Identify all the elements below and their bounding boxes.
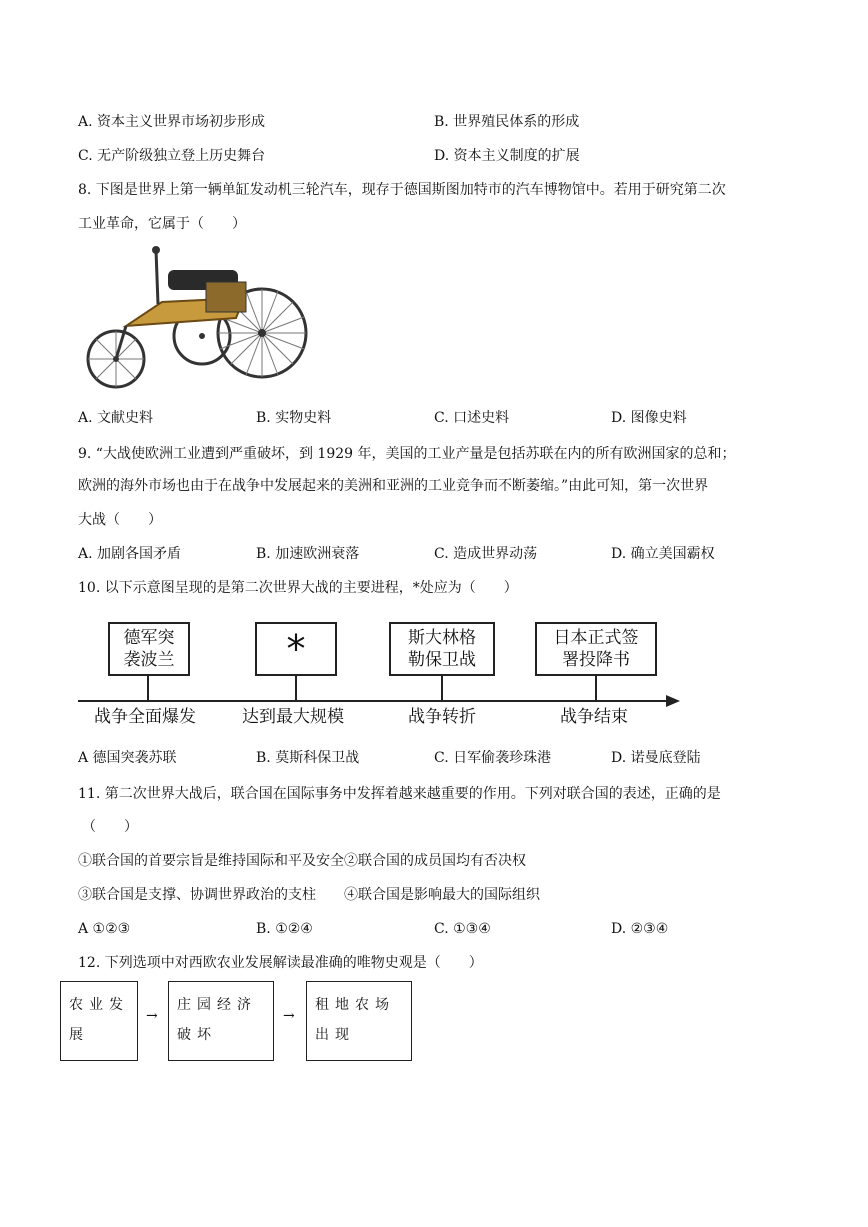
q11-option-b: B. ①②④ [256,921,313,937]
q10-stem: 10. 以下示意图呈现的是第二次世界大战的主要进程，*处应为（ ） [78,580,518,596]
q10-option-d: D. 诺曼底登陆 [611,750,701,766]
timeline-box-invasion-poland: 德军突 袭波兰 [108,622,190,676]
q7-option-d: D. 资本主义制度的扩展 [434,148,580,164]
timeline-box-stalingrad: 斯大林格 勒保卫战 [389,622,495,676]
q8-option-d: D. 图像史料 [611,410,687,426]
flow-box-tenant-farms-appear: 租地农场出现 [306,981,412,1061]
timeline-tick [441,676,443,700]
q11-answer-paren: （ ） [82,819,138,835]
stage-label-end: 战争结束 [560,707,628,727]
q11-stem: 11. 第二次世界大战后，联合国在国际事务中发挥着越来越重要的作用。下列对联合国的表述，正确的是 [78,786,721,802]
stage-label-outbreak: 战争全面爆发 [94,707,196,727]
flow-box-manor-economy-destroyed: 庄园经济破坏 [168,981,274,1061]
timeline-tick [147,676,149,700]
q9-stem-line3: 大战（ ） [78,512,162,528]
q8-stem-line1: 8. 下图是世界上第一辆单缸发动机三轮汽车，现存于德国斯图加特市的汽车博物馆中。若用于研究第二次 [78,182,726,198]
q12-stem: 12. 下列选项中对西欧农业发展解读最准确的唯物史观是（ ） [78,955,483,971]
flow-box-agriculture-development: 农业发展 [60,981,138,1061]
q8-option-a: A. 文献史料 [78,410,154,426]
timeline-tick [295,676,297,700]
q9-option-c: C. 造成世界动荡 [434,546,538,562]
q10-option-b: B. 莫斯科保卫战 [256,750,360,766]
three-wheel-car-photo [86,244,314,400]
stage-label-turning-point: 战争转折 [408,707,476,727]
q11-option-d: D. ②③④ [611,921,669,937]
q10-option-a: A 德国突袭苏联 [78,750,177,766]
q9-stem-line1: 9. “大战使欧洲工业遭到严重破坏，到 1929 年，美国的工业产量是包括苏联在内的所有欧洲国家的总和； [78,446,736,462]
timeline-axis [78,700,670,702]
stage-label-max-scale: 达到最大规模 [242,707,344,727]
q11-statements-line1: ①联合国的首要宗旨是维持国际和平及安全②联合国的成员国均有否决权 [78,853,526,869]
q7-option-b: B. 世界殖民体系的形成 [434,114,580,130]
q11-option-c: C. ①③④ [434,921,491,937]
flow-arrow-icon: → [283,1008,295,1024]
q11-statements-line2: ③联合国是支撑、协调世界政治的支柱 ④联合国是影响最大的国际组织 [78,887,540,903]
timeline-box-unknown: * [255,622,337,676]
timeline-arrow-icon [666,695,680,707]
q11-option-a: A ①②③ [78,921,131,937]
timeline-box-japan-surrender: 日本正式签 署投降书 [535,622,657,676]
q10-option-c: C. 日军偷袭珍珠港 [434,750,552,766]
flow-arrow-icon: → [146,1008,158,1024]
q9-stem-line2: 欧洲的海外市场也由于在战争中发展起来的美洲和亚洲的工业竞争而不断萎缩。”由此可知，第一次世界 [78,478,709,494]
q7-option-a: A. 资本主义世界市场初步形成 [78,114,266,130]
q8-stem-line2: 工业革命，它属于（ ） [78,216,246,232]
q7-option-c: C. 无产阶级独立登上历史舞台 [78,148,266,164]
q9-option-a: A. 加剧各国矛盾 [78,546,182,562]
q9-option-d: D. 确立美国霸权 [611,546,715,562]
q8-option-b: B. 实物史料 [256,410,332,426]
q8-option-c: C. 口述史料 [434,410,510,426]
timeline-tick [595,676,597,700]
q9-option-b: B. 加速欧洲衰落 [256,546,360,562]
